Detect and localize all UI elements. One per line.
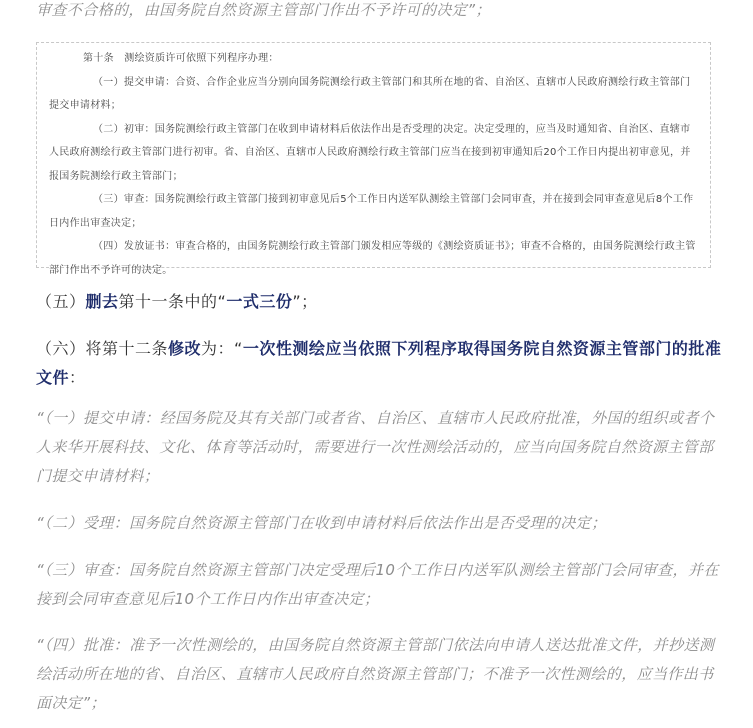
- quoted-item: “（一）提交申请：经国务院及其有关部门或者省、自治区、直辖市人民政府批准，外国的组织或者个人来华开展科技、文化、体育等活动时，需要进行一次性测绘活动的，应当向国务院自然资源主管部门提交申请材料；: [36, 409, 715, 485]
- top-fragment: 审查不合格的，由国务院自然资源主管部门作出不予许可的决定”；: [36, 1, 491, 19]
- amendment-action: 删去: [85, 292, 119, 311]
- amendment-six: [36, 334, 726, 392]
- box-item: （四）发放证书：审查合格的，由国务院测绘行政主管部门颁发相应等级的《测绘资质证书》；审查不合格的，由国务院测绘行政主管部门作出不予许可的决定。: [49, 241, 696, 276]
- amendment-five: [36, 290, 726, 314]
- amendment-prefix: （六）将第十二条: [36, 339, 169, 358]
- quoted-item: “（二）受理：国务院自然资源主管部门在收到申请材料后依法作出是否受理的决定；: [36, 514, 607, 532]
- amendment-suffix: ：: [69, 368, 86, 387]
- amendment-bold-text: 一次性测绘应当依照下列程序取得国务院自然资源主管部门的批准文件: [36, 339, 722, 387]
- box-item: （三）审查：国务院测绘行政主管部门接到初审意见后5个工作日内送军队测绘主管部门会同审查，并在接到会同审查意见后8个工作日内作出审查决定；: [49, 194, 694, 229]
- amendment-action: 修改: [168, 339, 202, 358]
- quoted-regulation-box: [36, 42, 711, 276]
- box-item: （一）提交申请：合资、合作企业应当分别向国务院测绘行政主管部门和其所在地的省、自治区、直辖市人民政府测绘行政主管部门提交申请材料；: [49, 76, 691, 111]
- quoted-item: “（三）审查：国务院自然资源主管部门决定受理后10个工作日内送军队测绘主管部门会同审查，并在接到会同审查意见后10个工作日内作出审查决定；: [36, 561, 719, 608]
- amendment-text: 第十一条中的“: [118, 292, 227, 311]
- quoted-item: “（四）批准：准予一次性测绘的，由国务院自然资源主管部门依法向申请人送达批准文件，并抄送测绘活动所在地的省、自治区、直辖市人民政府自然资源主管部门；不准予一次性测绘的，应当作出书面决定”；: [36, 636, 715, 712]
- amendment-suffix: ”；: [292, 292, 318, 311]
- amendment-text: 为：“: [201, 339, 243, 358]
- amendment-term: 一式三份: [226, 292, 293, 311]
- box-item: （二）初审：国务院测绘行政主管部门在收到申请材料后依法作出是否受理的决定。决定受理的，应当及时通知省、自治区、直辖市人民政府测绘行政主管部门进行初审。省、自治区、直辖市人民政府测绘行政主管部门应当在接到初审通知后20个工作日内提出初审意见，并报国务院测绘行政主管部门；: [49, 123, 691, 182]
- amendment-prefix: （五）: [36, 292, 86, 311]
- article-title: 第十条 测绘资质许可依照下列程序办理：: [83, 53, 279, 64]
